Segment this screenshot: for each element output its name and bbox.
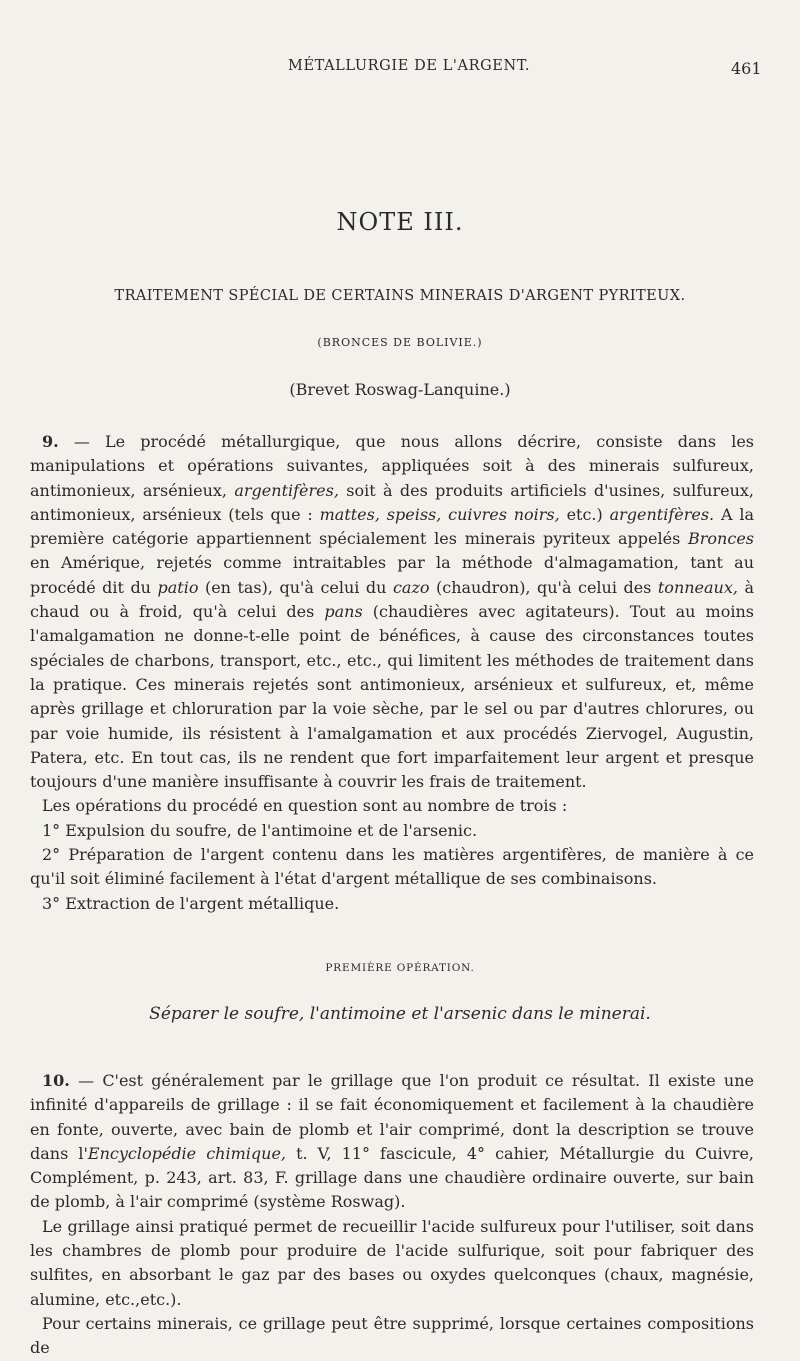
text-block-first-operation (30, 1069, 754, 1361)
italic-run: Bronces (688, 529, 754, 549)
text-run: (en tas), qu'à celui du (198, 577, 393, 597)
paragraph-number: 10. (42, 1071, 70, 1090)
italic-run: argentifères, (234, 480, 339, 500)
paragraph-number: 9. (42, 432, 59, 451)
italic-run: cazo (392, 577, 430, 597)
page-number: 461 (731, 59, 762, 78)
text-block-intro (30, 430, 754, 916)
italic-run: Encyclopédie chimique, (87, 1143, 286, 1163)
italic-run: mattes, speiss, cuivres noirs, (319, 504, 560, 524)
operation-item-1: 1° Expulsion du soufre, de l'antimoine et de l'arsenic. (42, 820, 478, 840)
paragraph-grillage: Le grillage ainsi pratiqué permet de recueillir l'acide sulfureux pour l'utiliser, soit dans les chambres de plomb pour produire de l'acide sulfurique, soit pour fabriquer des sulfites, en absorbant le gaz par des bases ou oxydes quelconques (chaux, magnésie, alumine, etc.,etc.). (30, 1216, 754, 1309)
paragraph-10 (30, 1069, 754, 1215)
running-head (0, 56, 800, 86)
text-run: (chaudron), qu'à celui des (429, 577, 658, 597)
operation-heading: PREMIÈRE OPÉRATION. (325, 962, 475, 974)
section-title: TRAITEMENT SPÉCIAL DE CERTAINS MINERAIS D'ARGENT PYRITEUX. (114, 288, 686, 304)
text-run: — Le procédé métallurgique, que nous allons décrire, consiste dans les manipulations et opérations suivantes, appliquées soit à des minerais sulfureux, antimonieux, arsénieux, (30, 432, 754, 500)
operations-intro: Les opérations du procédé en question sont au nombre de trois : (42, 796, 568, 816)
note-title: NOTE III. (336, 208, 464, 236)
operation-subtitle: Séparer le soufre, l'antimoine et l'arsenic dans le minerai. (149, 1004, 651, 1024)
text-run: etc.) (559, 504, 610, 524)
text-run: t. V, 11° fascicule, 4° cahier, Métallurgie du Cuivre, Complément, p. 243, art. 83, F. grillage dans une chaudière ordinaire ouverte, sur bain de plomb, à l'air comprimé (système Roswag). (30, 1143, 755, 1212)
italic-run: argentifères. (609, 504, 715, 524)
text-run: soit à des produits artificiels d'usines, sulfureux, antimonieux, arsénieux (tels que : (30, 480, 755, 524)
section-subtitle: (BRONCES DE BOLIVIE.) (317, 336, 483, 349)
paragraph-last: Pour certains minerais, ce grillage peut être supprimé, lorsque certaines compositions de (30, 1313, 754, 1358)
patent-reference: (Brevet Roswag-Lanquine.) (289, 380, 511, 399)
text-run: à chaud ou à froid, qu'à celui des (30, 577, 755, 622)
text-run: en Amérique, rejetés comme intraitables par la méthode d'almagamation, tant au procédé dit du (30, 553, 754, 597)
text-run: (chaudières avec agitateurs). Tout au moins l'amalgamation ne donne-t-elle point de bénéfices, à cause des circonstances toutes spéciales de charbons, transport, etc., etc., qui limitent les méthodes de traitement dans la pratique. Ces minerais rejetés sont antimonieux, arsénieux et sulfureux, et, même après grillage et chloruration par la voie sèche, par le sel ou par d'autres chlorures, ou par voie humide, ils résistent à l'amalgamation et aux procédés Ziervogel, Augustin, Patera, etc. En tout cas, ils ne rendent que fort imparfaitement leur argent et presque toujours d'une manière insuffisante à couvrir les frais de traitement. (30, 602, 754, 792)
paragraph-9 (30, 430, 754, 794)
operation-item-2: 2° Préparation de l'argent contenu dans les matières argentifères, de manière à ce qu'il soit éliminé facilement à l'état d'argent métallique de ses combinaisons. (30, 845, 754, 889)
italic-run: tonneaux, (657, 577, 738, 597)
italic-run: pans (324, 602, 363, 622)
operation-item-3: 3° Extraction de l'argent métallique. (42, 893, 340, 913)
italic-run: patio (157, 577, 199, 597)
text-run: — C'est généralement par le grillage que l'on produit ce résultat. Il existe une infinité d'appareils de grillage : il se fait économiquement et facilement à la chaudière en fonte, ouverte, avec bain de plomb et l'air comprimé, dont la description se trouve dans l' (30, 1071, 754, 1163)
text-run: A la première catégorie appartiennent spécialement les minerais pyriteux appelés (30, 504, 755, 549)
running-head-title: MÉTALLURGIE DE L'ARGENT. (288, 58, 531, 74)
